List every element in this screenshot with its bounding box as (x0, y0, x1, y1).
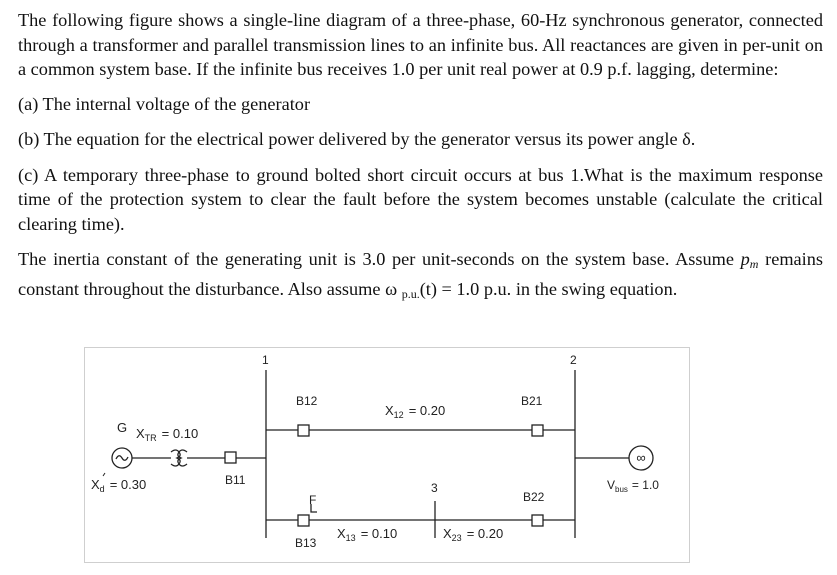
x13-label (337, 526, 397, 543)
vbus-subscript: bus (615, 485, 628, 494)
breaker-b22 (532, 515, 543, 526)
xtr-value: = 0.10 (161, 426, 199, 441)
vbus-value: = 1.0 (631, 478, 659, 492)
x23-subscript: 23 (451, 533, 462, 543)
omega-subscript: p.u. (401, 286, 420, 301)
x12-label (385, 403, 445, 420)
b22-label: B22 (523, 490, 545, 504)
breaker-b21 (532, 425, 543, 436)
inertia-text-start: The inertia constant of the generating unit is 3.0 per unit-seconds on the system base. Assume (18, 249, 741, 269)
infinite-symbol-icon: ∞ (636, 450, 646, 465)
diagram-svg (85, 348, 691, 564)
problem-intro: The following figure shows a single-line diagram of a three-phase, 60-Hz synchronous generator, connected through a transformer and parallel transmission lines to an infinite bus. All reactances are given in per-unit on a common system base. If the infinite bus receives 1.0 per unit real power at 0.9 p.f. lagging, determine: (18, 10, 823, 79)
x13-symbol: X (337, 526, 346, 541)
inertia-text-end: (t) = 1.0 p.u. in the swing equation. (419, 278, 678, 299)
inertia-text-mid: remains constant throughout the disturbance. Also assume ω (18, 249, 823, 299)
transformer-coil-secondary (178, 450, 187, 466)
xd-subscript: d (99, 484, 105, 494)
vbus-symbol: V (607, 478, 616, 492)
b11-label: B11 (225, 473, 246, 487)
pm-subscript: m (749, 257, 759, 271)
x12-value: = 0.20 (408, 403, 446, 418)
x23-label (443, 526, 503, 543)
bus-1-label: 1 (262, 353, 269, 367)
b21-label: B21 (521, 394, 543, 408)
part-b: (b) The equation for the electrical power delivered by the generator versus its power angle δ. (18, 129, 696, 149)
b13-label: B13 (295, 536, 317, 550)
xtr-label (136, 426, 198, 443)
xd-label (91, 477, 146, 494)
x13-subscript: 13 (345, 533, 356, 543)
pm-symbol (741, 249, 759, 269)
fault-label: F (309, 493, 317, 507)
x12-symbol: X (385, 403, 394, 418)
bus-2-label: 2 (570, 353, 577, 367)
b12-label: B12 (296, 394, 318, 408)
x23-value: = 0.20 (466, 526, 504, 541)
generator-sine-icon (116, 456, 128, 461)
pm-letter: p (740, 249, 750, 269)
xtr-symbol: X (136, 426, 145, 441)
x13-value: = 0.10 (360, 526, 398, 541)
x23-symbol: X (443, 526, 452, 541)
breaker-b12 (298, 425, 309, 436)
part-a: (a) The internal voltage of the generator (18, 93, 311, 114)
xd-prime-mark (103, 473, 105, 476)
problem-statement (18, 8, 823, 306)
breaker-b11 (225, 452, 236, 463)
vbus-label (607, 478, 659, 494)
generator-label: G (117, 420, 128, 435)
breaker-b13 (298, 515, 309, 526)
part-c: (c) A temporary three-phase to ground bolted short circuit occurs at bus 1.What is the maximum response time of the protection system to clear the fault before the system becomes unstable (calculate the critical clearing time). (18, 164, 823, 234)
xd-symbol: X (91, 477, 100, 492)
xtr-subscript: TR (144, 433, 157, 443)
bus-3-label: 3 (431, 481, 438, 495)
xd-value: = 0.30 (109, 477, 147, 492)
single-line-diagram (84, 347, 690, 563)
inertia-statement (18, 247, 823, 306)
x12-subscript: 12 (393, 410, 404, 420)
